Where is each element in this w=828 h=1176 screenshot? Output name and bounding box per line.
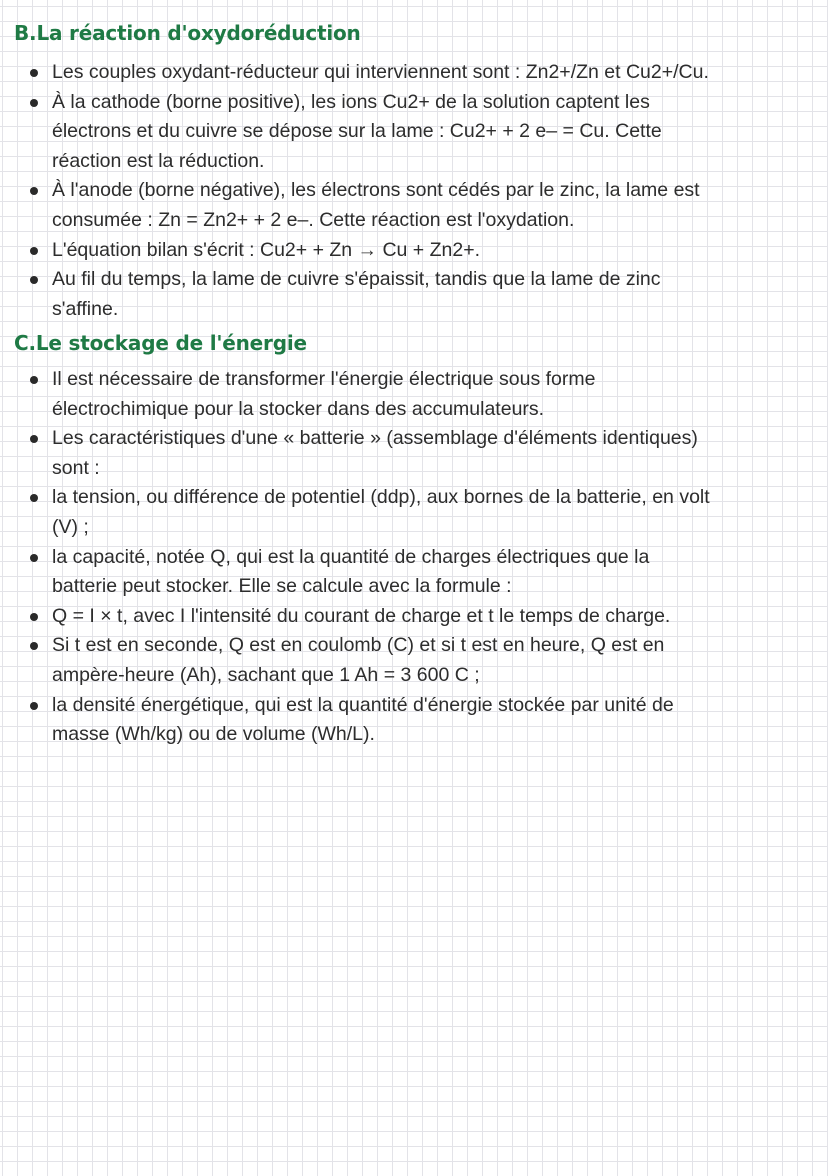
list-item-line: ampère-heure (Ah), sachant que 1 Ah = 3 600 C ; bbox=[52, 663, 480, 686]
list-item bbox=[0, 88, 800, 177]
list-item bbox=[0, 691, 800, 750]
list-item bbox=[0, 424, 800, 483]
list-item-line: électrons et du cuivre se dépose sur la lame : Cu2+ + 2 e– = Cu. Cette bbox=[52, 120, 662, 143]
list-item-line: Les couples oxydant-réducteur qui interviennent sont : Zn2+/Zn et Cu2+/Cu. bbox=[52, 61, 709, 83]
list-item-line: la tension, ou différence de potentiel (ddp), aux bornes de la batterie, en volt bbox=[52, 486, 710, 509]
list-item-line: masse (Wh/kg) ou de volume (Wh/L). bbox=[52, 723, 375, 746]
bullet-dot-icon bbox=[30, 276, 38, 284]
bullet-dot-icon bbox=[30, 554, 38, 562]
bullet-dot-icon bbox=[30, 376, 38, 384]
list-item-line: consumée : Zn = Zn2+ + 2 e–. Cette réaction est l'oxydation. bbox=[52, 208, 575, 231]
list-item-line: À l'anode (borne négative), les électrons sont cédés par le zinc, la lame est bbox=[52, 179, 700, 202]
list-item-line: sont : bbox=[52, 456, 100, 479]
list-item-line: Au fil du temps, la lame de cuivre s'épaissit, tandis que la lame de zinc bbox=[52, 268, 661, 291]
list-item-line: la capacité, notée Q, qui est la quantité de charges électriques que la bbox=[52, 545, 650, 568]
list-item bbox=[0, 483, 800, 542]
section-b-title: B.La réaction d'oxydoréduction bbox=[14, 21, 361, 45]
list-item bbox=[0, 543, 800, 602]
list-item-line: (V) ; bbox=[52, 515, 89, 538]
list-item-line: réaction est la réduction. bbox=[52, 149, 265, 172]
bullet-dot-icon bbox=[30, 247, 38, 255]
list-item-line: À la cathode (borne positive), les ions Cu2+ de la solution captent les bbox=[52, 90, 650, 113]
list-item-line: Si t est en seconde, Q est en coulomb (C) et si t est en heure, Q est en bbox=[52, 634, 665, 657]
bullet-dot-icon bbox=[30, 494, 38, 502]
list-item bbox=[0, 176, 800, 235]
bullet-dot-icon bbox=[30, 69, 38, 77]
list-item-line: Q = I × t, avec I l'intensité du courant de charge et t le temps de charge. bbox=[52, 604, 671, 627]
bullet-dot-icon bbox=[30, 187, 38, 195]
bullet-dot-icon bbox=[30, 702, 38, 710]
section-c-list bbox=[0, 365, 800, 750]
bullet-dot-icon bbox=[30, 435, 38, 443]
list-item bbox=[0, 365, 800, 424]
list-item bbox=[0, 631, 800, 690]
list-item bbox=[0, 602, 800, 632]
list-item-line: électrochimique pour la stocker dans des accumulateurs. bbox=[52, 397, 545, 420]
list-item-line: la densité énergétique, qui est la quantité d'énergie stockée par unité de bbox=[52, 693, 674, 716]
list-item-line: batterie peut stocker. Elle se calcule avec la formule : bbox=[52, 575, 512, 598]
section-b-list bbox=[0, 58, 800, 324]
section-c-title: C.Le stockage de l'énergie bbox=[14, 331, 307, 355]
bullet-dot-icon bbox=[30, 99, 38, 107]
list-item-line: Il est nécessaire de transformer l'énergie électrique sous forme bbox=[52, 368, 596, 390]
list-item bbox=[0, 236, 800, 266]
list-item-line: L'équation bilan s'écrit : Cu2+ + Zn → Cu + Zn2+. bbox=[52, 238, 481, 261]
list-item bbox=[0, 265, 800, 324]
list-item-line: Les caractéristiques d'une « batterie » (assemblage d'éléments identiques) bbox=[52, 427, 698, 450]
bullet-dot-icon bbox=[30, 613, 38, 621]
list-item bbox=[0, 58, 800, 88]
bullet-dot-icon bbox=[30, 642, 38, 650]
list-item-line: s'affine. bbox=[52, 297, 119, 320]
